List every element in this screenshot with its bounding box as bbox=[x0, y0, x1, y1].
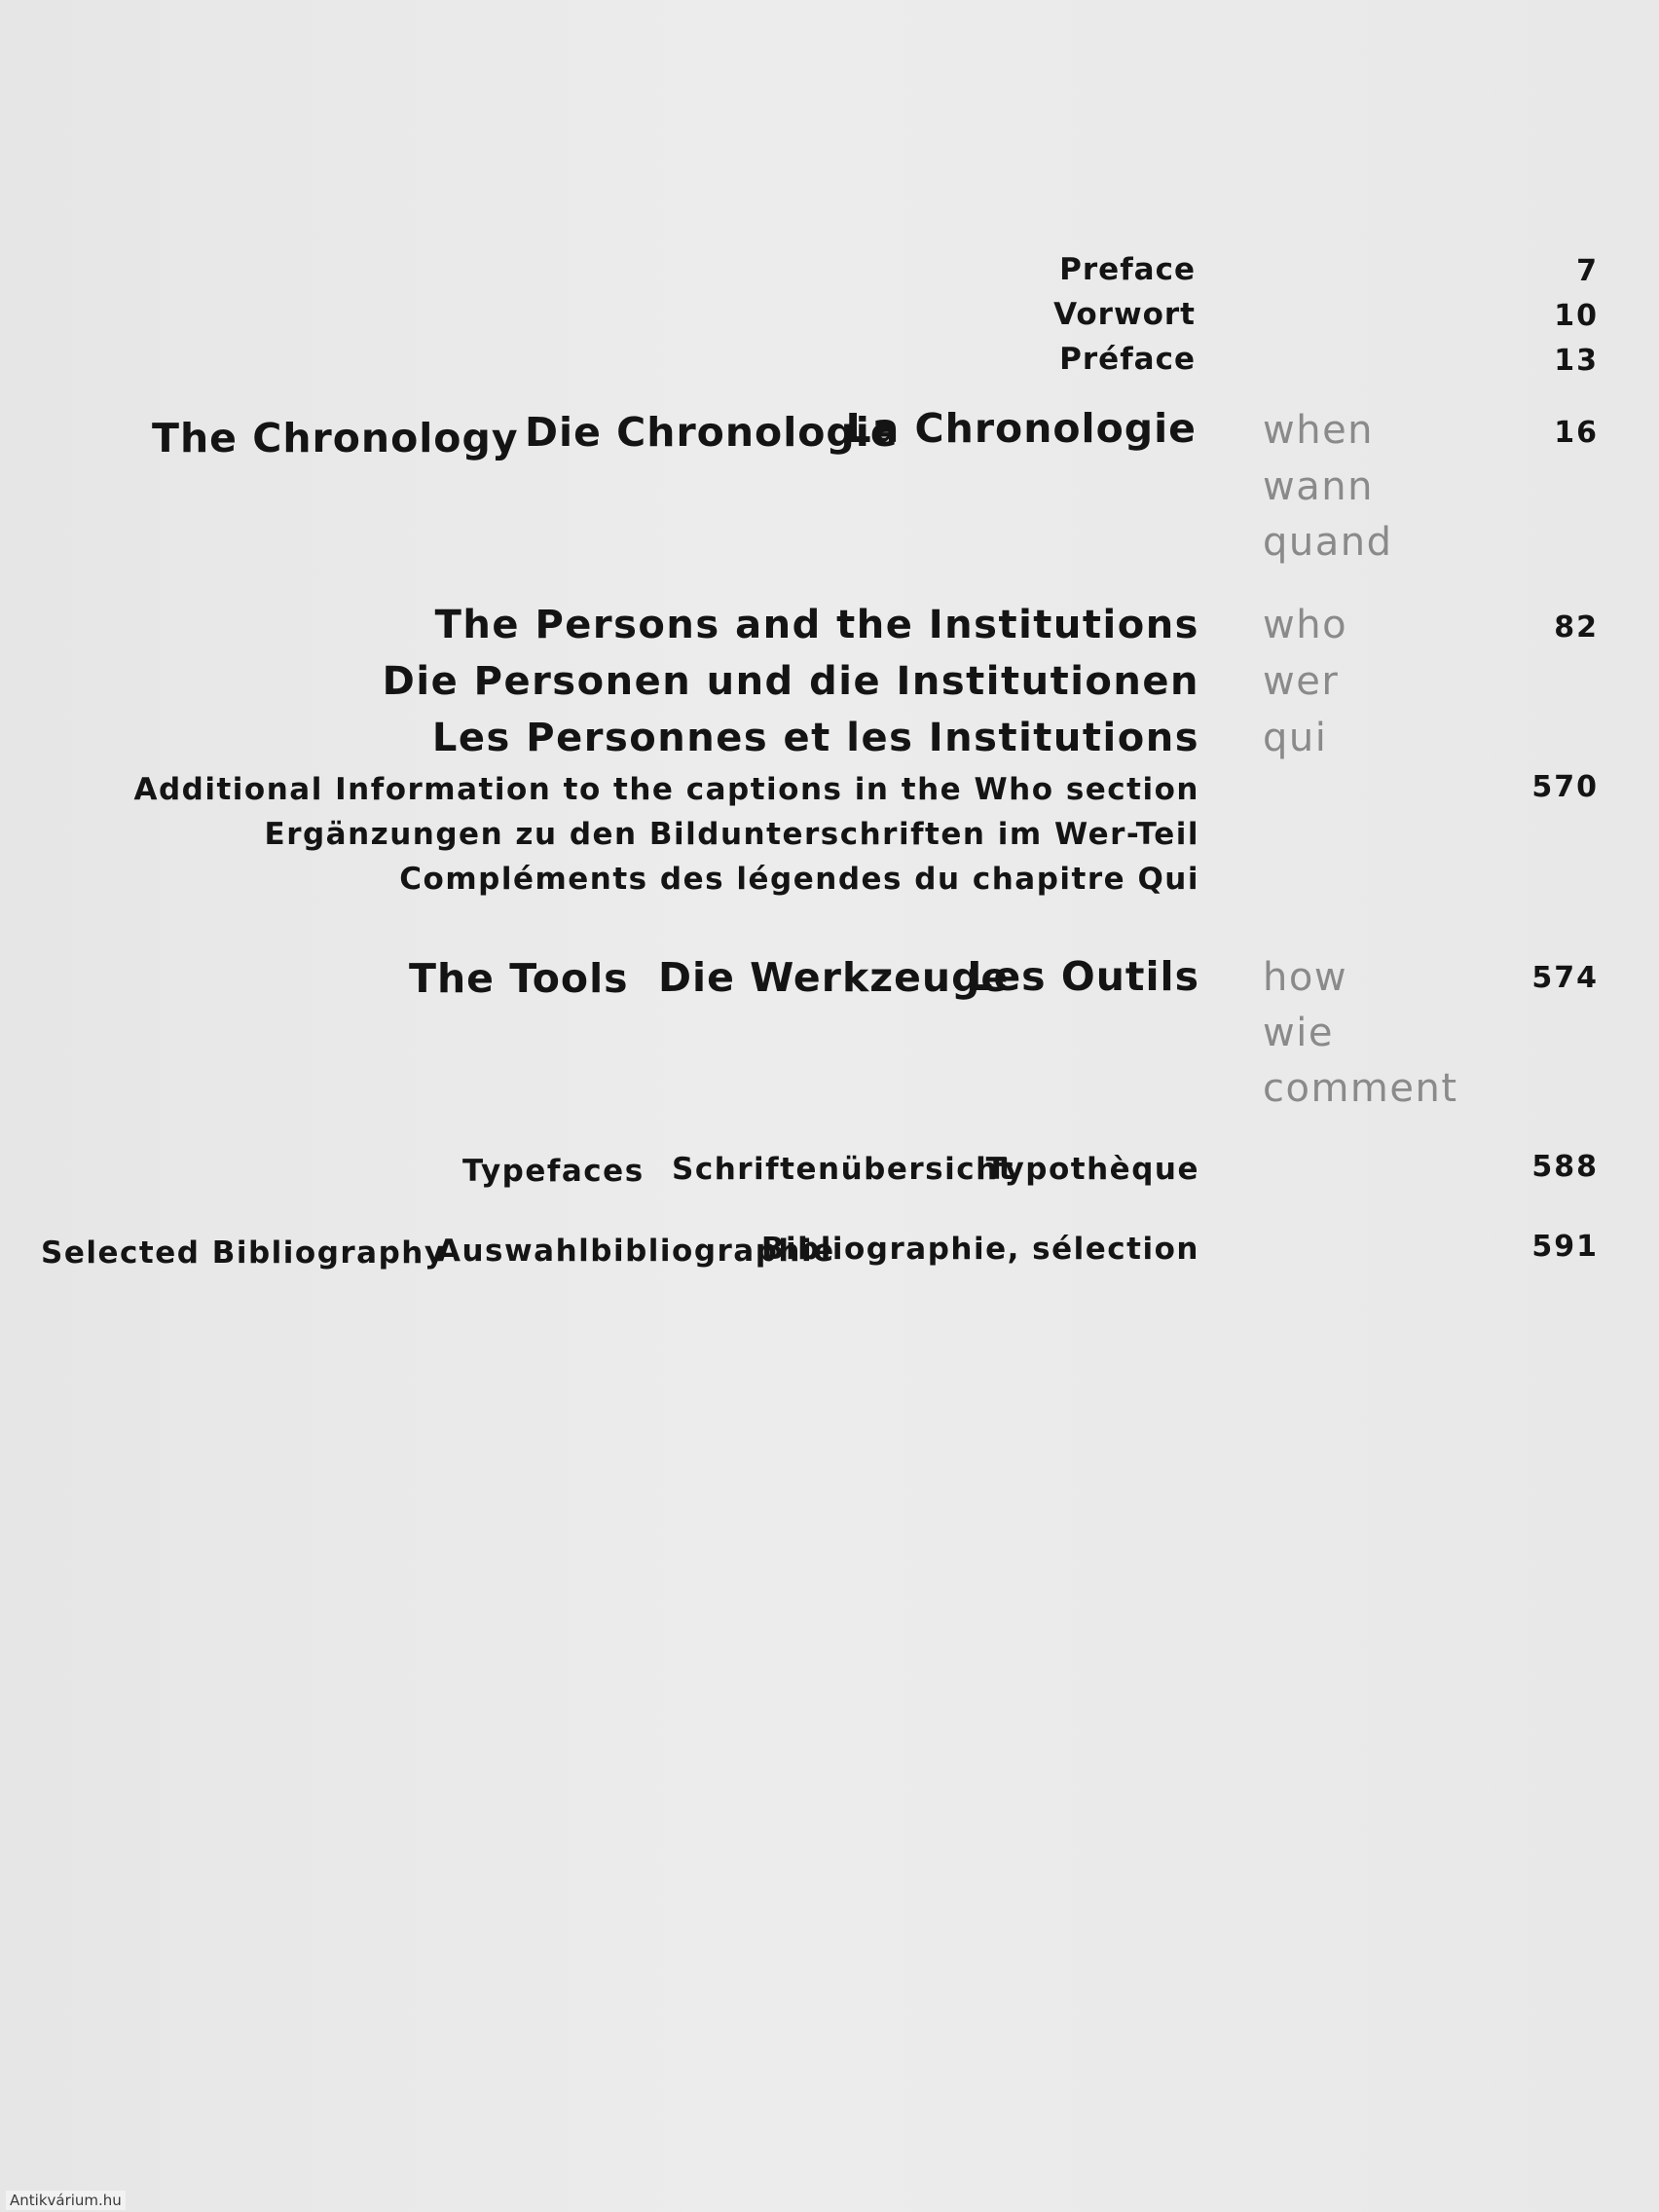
toc-keyword-quand: quand bbox=[1263, 520, 1393, 565]
toc-page-number: 574 bbox=[1531, 961, 1599, 995]
toc-keyword-wer: wer bbox=[1263, 659, 1340, 704]
toc-persons-en: The Persons and the Institutions bbox=[434, 603, 1199, 647]
toc-preface-en: Preface bbox=[1059, 252, 1196, 287]
toc-typefaces-fr: Typothèque bbox=[985, 1152, 1199, 1187]
toc-tools-fr: Les Outils bbox=[967, 953, 1199, 1000]
toc-keyword-qui: qui bbox=[1263, 716, 1328, 760]
toc-preface-de: Vorwort bbox=[1053, 297, 1196, 332]
watermark: Antikvárium.hu bbox=[6, 2191, 126, 2210]
toc-page-number: 82 bbox=[1554, 610, 1599, 645]
toc-typefaces-de: Schriftenübersicht bbox=[672, 1152, 1015, 1187]
toc-bibliography-de: Auswahlbibliographie bbox=[437, 1234, 835, 1269]
toc-additional-de: Ergänzungen zu den Bildunterschriften im Wer-Teil bbox=[264, 817, 1199, 852]
toc-keyword-wie: wie bbox=[1263, 1011, 1334, 1055]
toc-page-number: 570 bbox=[1531, 770, 1599, 804]
toc-chronology-en: The Chronology bbox=[152, 415, 519, 461]
toc-tools-de: Die Werkzeuge bbox=[658, 954, 1010, 1001]
toc-keyword-how: how bbox=[1263, 955, 1348, 1000]
toc-page-number: 588 bbox=[1531, 1150, 1599, 1184]
toc-additional-en: Additional Information to the captions in the Who section bbox=[133, 772, 1199, 807]
toc-bibliography-en: Selected Bibliography bbox=[41, 1235, 446, 1271]
toc-keyword-wann: wann bbox=[1263, 464, 1374, 509]
toc-persons-de: Die Personen und die Institutionen bbox=[382, 659, 1199, 704]
toc-page-number: 591 bbox=[1531, 1230, 1599, 1264]
toc-page-number: 13 bbox=[1554, 344, 1599, 378]
toc-page-number: 16 bbox=[1554, 416, 1599, 450]
toc-keyword-who: who bbox=[1263, 603, 1348, 647]
toc-keyword-comment: comment bbox=[1263, 1066, 1458, 1111]
toc-page-number: 7 bbox=[1576, 254, 1599, 288]
toc-preface-fr: Préface bbox=[1059, 342, 1196, 377]
toc-bibliography-fr: Bibliographie, sélection bbox=[760, 1232, 1199, 1267]
toc-tools-en: The Tools bbox=[409, 955, 629, 1002]
toc-additional-fr: Compléments des légendes du chapitre Qui bbox=[399, 862, 1199, 897]
toc-persons-fr: Les Personnes et les Institutions bbox=[431, 716, 1199, 760]
toc-page-number: 10 bbox=[1554, 299, 1599, 333]
toc-typefaces-en: Typefaces bbox=[462, 1154, 645, 1189]
toc-keyword-when: when bbox=[1263, 408, 1375, 453]
toc-chronology-de: Die Chronologie bbox=[525, 409, 899, 456]
toc-chronology-fr: La Chronologie bbox=[845, 405, 1197, 452]
